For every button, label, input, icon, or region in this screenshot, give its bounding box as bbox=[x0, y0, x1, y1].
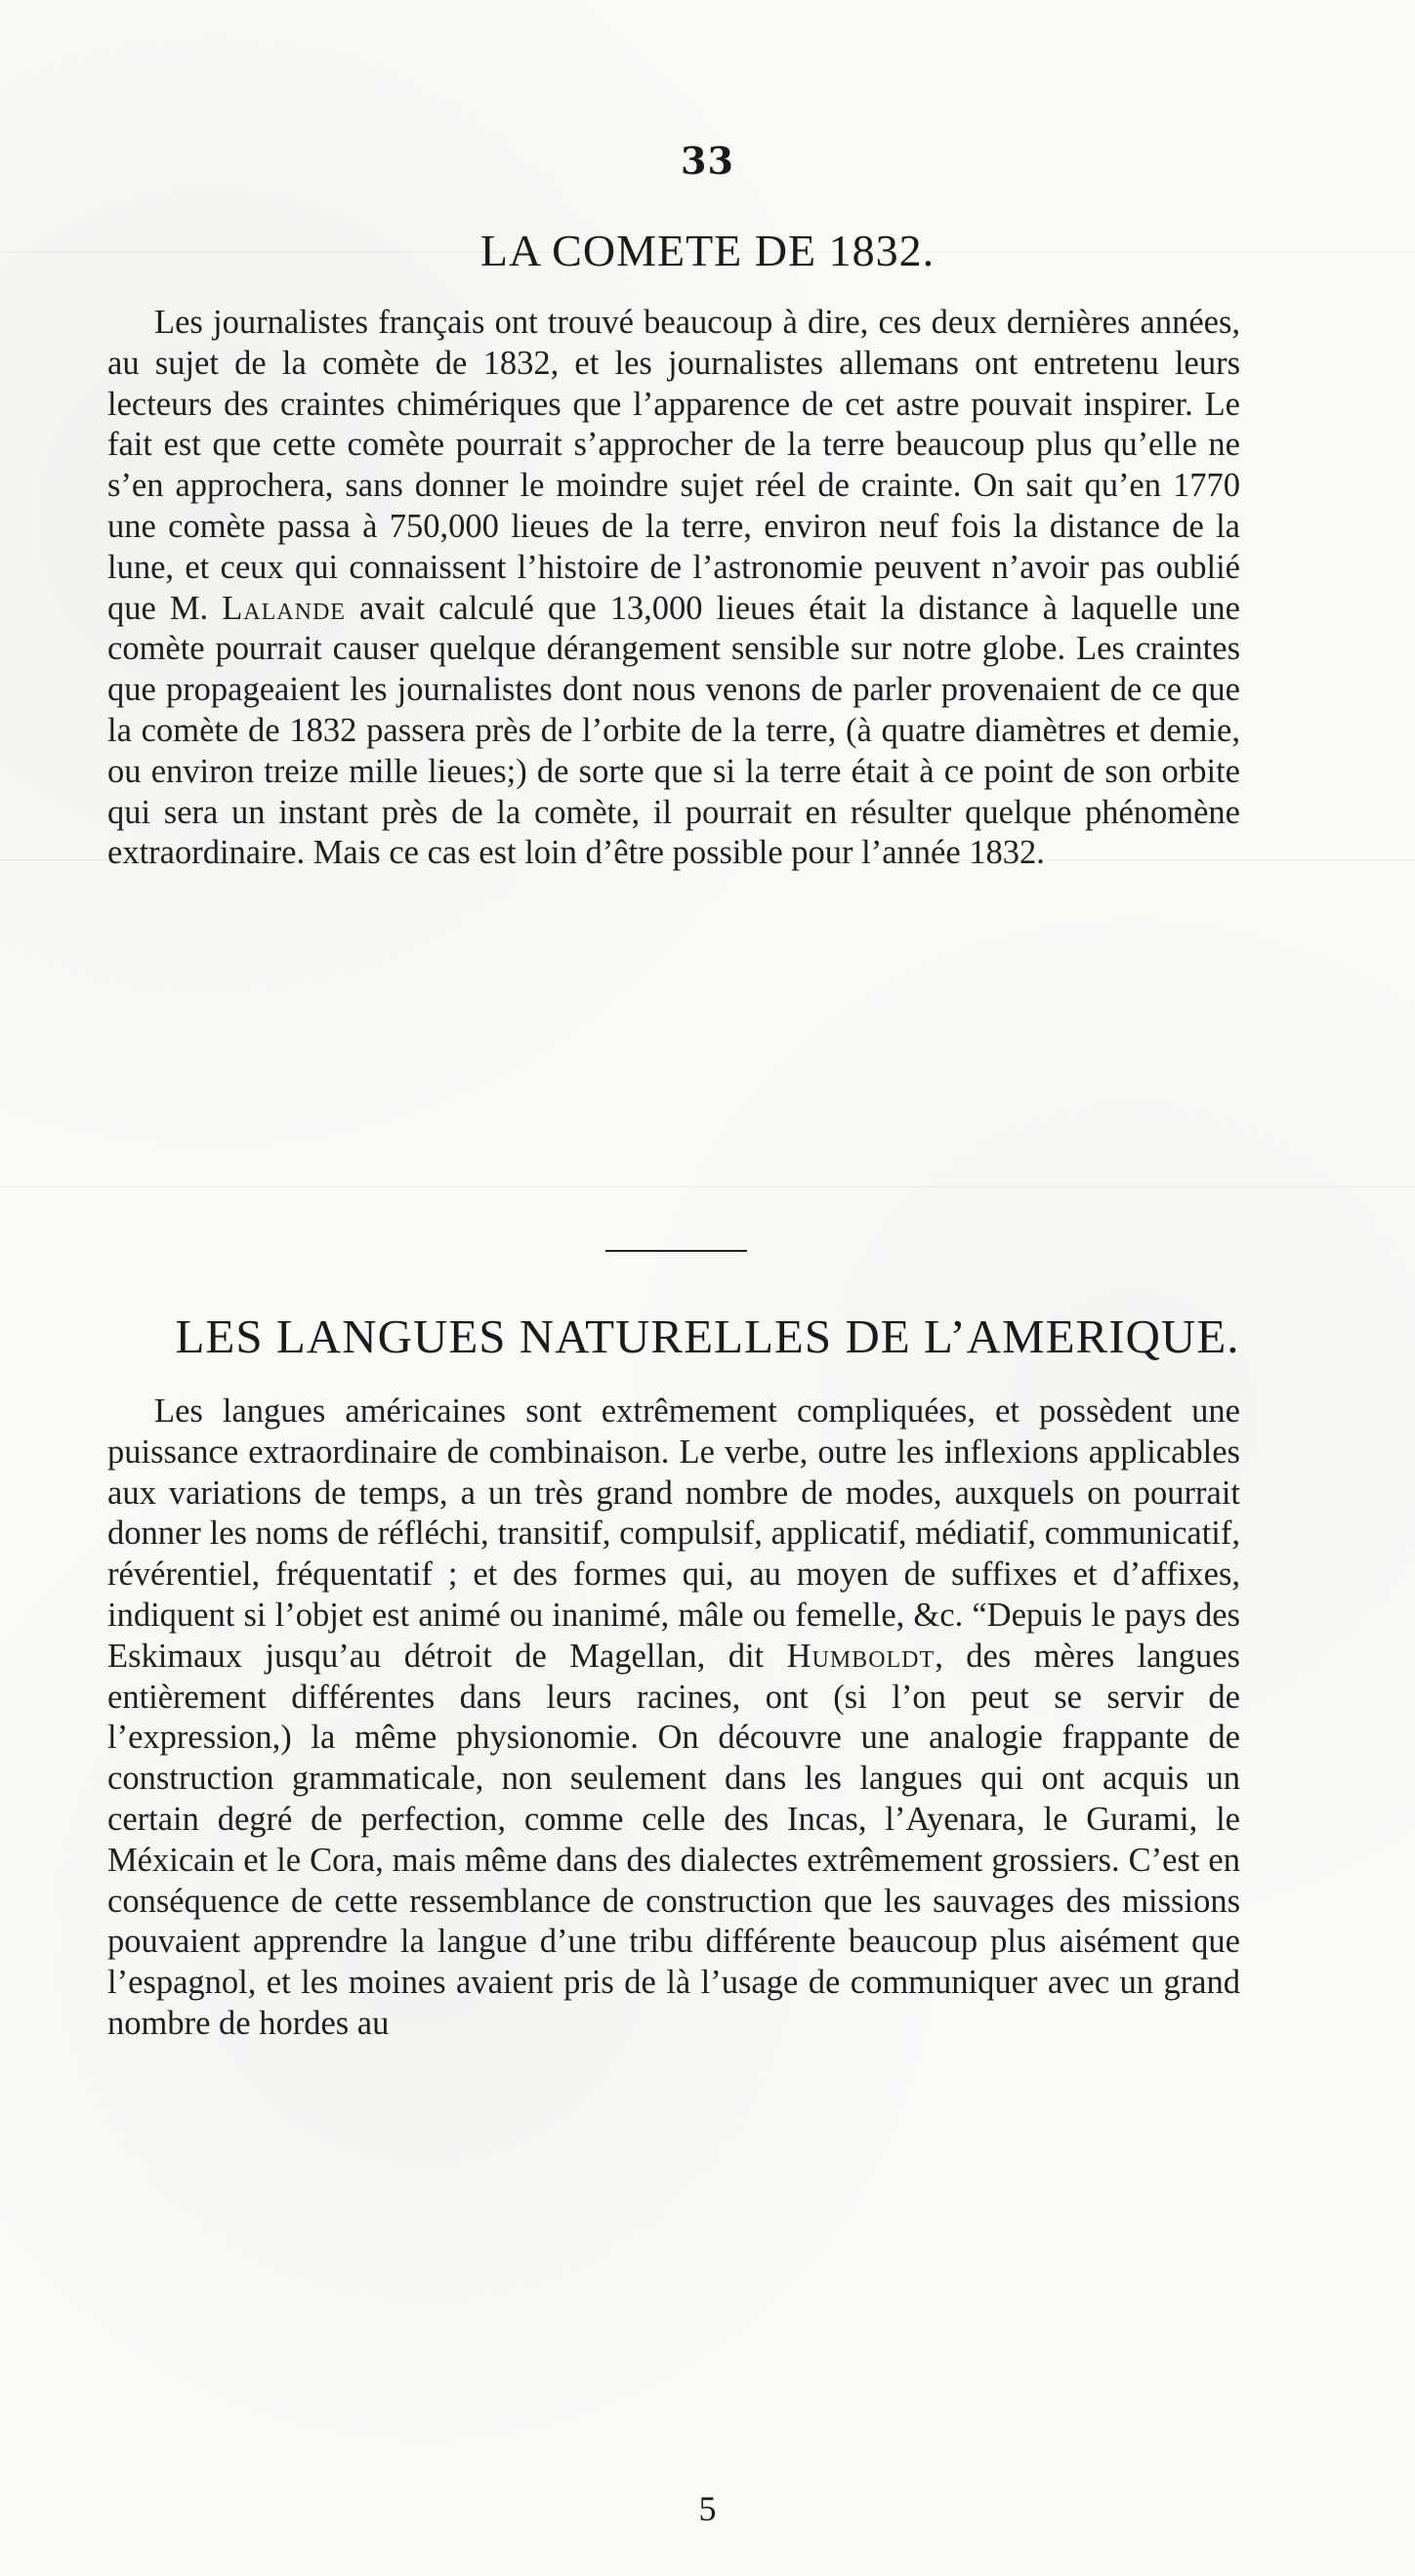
article-languages-text-after: , des mères langues entièrement différentes dans leurs racines, ont (si l’on peut se servir de l’expression,) la même physionomie. On découvre une analogie frappante de construction grammaticale, non seulement dans les langues qui ont acquis un certain degré de perfection, comme celle des Incas, l’Ayenara, le Gurami, le Méxicain et le Cora, mais même dans des dialectes extrêmement grossiers. C’est en conséquence de cette ressemblance de construction que les sauvages des missions pouvaient apprendre la langue d’une tribu différente beaucoup plus aisément que l’espagnol, et les moines avaient pris de là l’usage de communiquer avec un grand nombre de hordes au bbox=[107, 1637, 1240, 2042]
scan-bleed-line bbox=[0, 1186, 1415, 1187]
section-divider bbox=[605, 1250, 747, 1252]
article-comet-text-after: avait calculé que 13,000 lieues était la distance à laquelle une comète pourrait causer quelque dérangement sensible sur notre globe. Les craintes que propageaient les journalistes dont nous venons de parler provenaient de ce que la comète de 1832 passera près de l’orbite de la terre, (à quatre diamètres et demie, ou environ treize mille lieues;) de sorte que si la terre était à ce point de son orbite qui sera un instant près de la comète, il pourrait en résulter quelque phénomène extraordinaire. Mais ce cas est loin d’être possible pour l’année 1832. bbox=[107, 589, 1240, 872]
article-comet-paragraph bbox=[107, 303, 1240, 874]
page-number: 33 bbox=[681, 139, 734, 183]
article-languages-name: Humboldt bbox=[786, 1637, 936, 1675]
article-languages-body bbox=[107, 1392, 1240, 2045]
article-title-comet: LA COMETE DE 1832. bbox=[479, 226, 936, 275]
article-languages-text-before: Les langues américaines sont extrêmement compliquées, et possèdent une puissance extraordinaire de combinaison. Le verbe, outre les inflexions applicables aux variations de temps, a un très grand nombre de modes, auxquels on pourrait donner les noms de réfléchi, transitif, compulsif, applicatif, médiatif, communicatif, révérentiel, fréquentatif ; et des formes qui, au moyen de suffixes et d’affixes, indiquent si l’objet est animé ou inanimé, mâle ou femelle, &c. “Depuis le pays des Eskimaux jusqu’au détroit de Magellan, dit bbox=[107, 1392, 1240, 1675]
article-title-languages: LES LANGUES NATURELLES DE L’AMERIQUE. bbox=[175, 1309, 1240, 1363]
article-comet-text-before: Les journalistes français ont trouvé beaucoup à dire, ces deux dernières années, au sujet de la comète de 1832, et les journalistes allemans ont entretenu leurs lecteurs des craintes chimériques que l’apparence de cet astre pouvait inspirer. Le fait est que cette comète pourrait s’approcher de la terre beaucoup plus qu’elle ne s’en approchera, sans donner le moindre sujet réel de crainte. On sait qu’en 1770 une comète passa à 750,000 lieues de la terre, environ neuf fois la distance de la lune, et ceux qui connaissent l’histoire de l’astronomie peuvent n’avoir pas oublié que M. bbox=[107, 304, 1240, 627]
article-languages-paragraph bbox=[107, 1392, 1240, 2045]
signature-mark: 5 bbox=[698, 2489, 717, 2528]
article-comet-body bbox=[107, 303, 1240, 874]
article-comet-name: Lalande bbox=[222, 589, 346, 627]
